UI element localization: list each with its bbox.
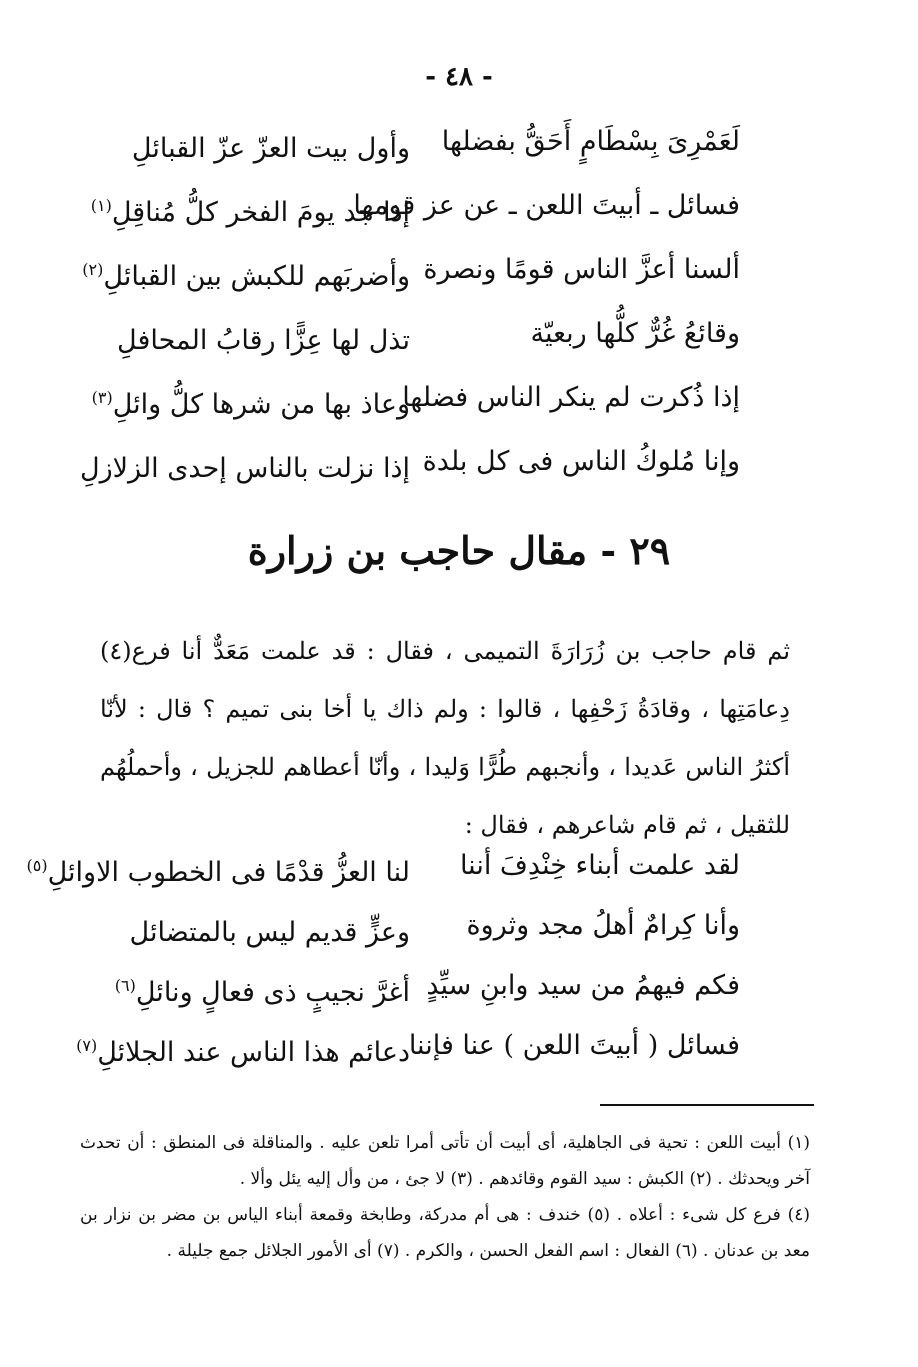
verse-first-half: فكم فيهمُ من سيد وابنِ سيِّدٍ <box>426 970 740 1001</box>
verse-first-half: لقد علمت أبناء خِنْدِفَ أننا <box>459 850 740 881</box>
verse-second-half: وعاذ بها من شرها كلُّ وائلِ$^{(٣)}$ <box>91 388 410 420</box>
verse <box>90 182 740 246</box>
verse <box>100 118 740 182</box>
verse <box>76 1022 740 1082</box>
poem-bottom <box>26 842 740 1082</box>
footnote-marker: (٧) <box>76 1036 98 1055</box>
verse-second-half: دعائم هذا الناس عند الجلائلِ$^{(٧)}$ <box>76 1036 410 1068</box>
page-number: - ٤٨ - <box>425 62 493 92</box>
verse <box>100 902 740 962</box>
footnote-marker: (٦) <box>114 976 136 995</box>
verse <box>26 842 740 902</box>
verse <box>91 374 740 438</box>
verse-second-half: لنا العزُّ قدْمًا فى الخطوب الاوائلِ$^{(٥)}$ <box>26 856 410 888</box>
verse-first-half: فسائل ( أبيتَ اللعن ) عنا فإننا <box>408 1030 740 1061</box>
poem-top <box>80 118 740 502</box>
verse <box>80 438 740 502</box>
footnotes <box>80 1125 810 1269</box>
footnote-paragraph: (١) أبيت اللعن : تحية فى الجاهلية، أى أبيت أن تأتى أمرا تلعن عليه . والمناقلة فى المنطق : أن تحدث آخر ويحدثك . (٢) الكبش : سيد القوم وقائدهم . (٣) لا جئ ، من وأل إليه يئل وألا . <box>80 1133 811 1189</box>
verse-first-half: وإنا مُلوكُ الناس فى كل بلدة <box>422 446 740 477</box>
verse-first-half: وقائعُ غُرٌّ كلُّها ربعيّة <box>530 318 740 349</box>
verse-second-half: إذا نزلت بالناس إحدى الزلازلِ <box>80 453 410 484</box>
verse-first-half: لَعَمْرِىَ بِسْطَامٍ أَحَقُّ بفضلها <box>441 126 740 157</box>
verse-first-half: فسائل ـ أبيتَ اللعن ـ عن عز قومها <box>353 190 740 221</box>
verse-second-half: وعزٍّ قديم ليس بالمتضائل <box>129 917 410 948</box>
verse-second-half: وأول بيت العزّ عزّ القبائلِ <box>131 133 410 164</box>
verse-second-half: وأضربَهم للكبش بين القبائلِ$^{(٢)}$ <box>82 260 410 292</box>
verse-first-half: وأنا كِرامٌ أهلُ مجد وثروة <box>466 910 740 941</box>
verse-second-half: تذل لها عِزًّا رقابُ المحافلِ <box>117 325 410 356</box>
footnote-marker: (١) <box>90 196 112 215</box>
verse <box>82 246 740 310</box>
footnote-divider <box>600 1104 814 1106</box>
footnote-marker: (٢) <box>82 260 104 279</box>
prose-paragraph: ثم قام حاجب بن زُرَارَةَ التميمى ، فقال : قد علمت مَعَدٌّ أنا فرع(٤) دِعامَتِها ، وقادَةُ زَحْفِها ، قالوا : ولم ذاك يا أخا بنى تميم ؟ قال : لأنّا أكثرُ الناس عَديدا ، وأنجبهم طُرًّا وَليدا ، وأنّا أعطاهم للجزيل ، وأحملُهُم للثقيل ، ثم قام شاعرهم ، فقال : <box>100 637 790 839</box>
footnote-paragraph: (٤) فرع كل شىء : أعلاه . (٥) خندف : هى أم مدركة، وطابخة وقمعة أبناء الياس بن مضر بن نزار بن معد بن عدنان . (٦) الفعال : اسم الفعل الحسن ، والكرم . (٧) أى الأمور الجلائل جمع جليلة . <box>80 1205 810 1261</box>
footnote-marker: (٥) <box>26 856 48 875</box>
section-title: ٢٩ - مقال حاجب بن زرارة <box>247 528 671 573</box>
verse-first-half: إذا ذُكرت لم ينكر الناس فضلها <box>402 382 740 413</box>
footnote-marker: (٣) <box>91 388 113 407</box>
verse <box>100 962 740 1022</box>
verse <box>100 310 740 374</box>
verse-second-half: أغرَّ نجيبٍ ذى فعالٍ ونائلِ$^{(٦)}$ <box>114 976 410 1008</box>
verse-second-half: إذا جد يومَ الفخر كلُّ مُناقِلِ$^{(١)}$ <box>90 196 410 228</box>
verse-first-half: ألسنا أعزَّ الناس قومًا ونصرة <box>423 254 740 285</box>
